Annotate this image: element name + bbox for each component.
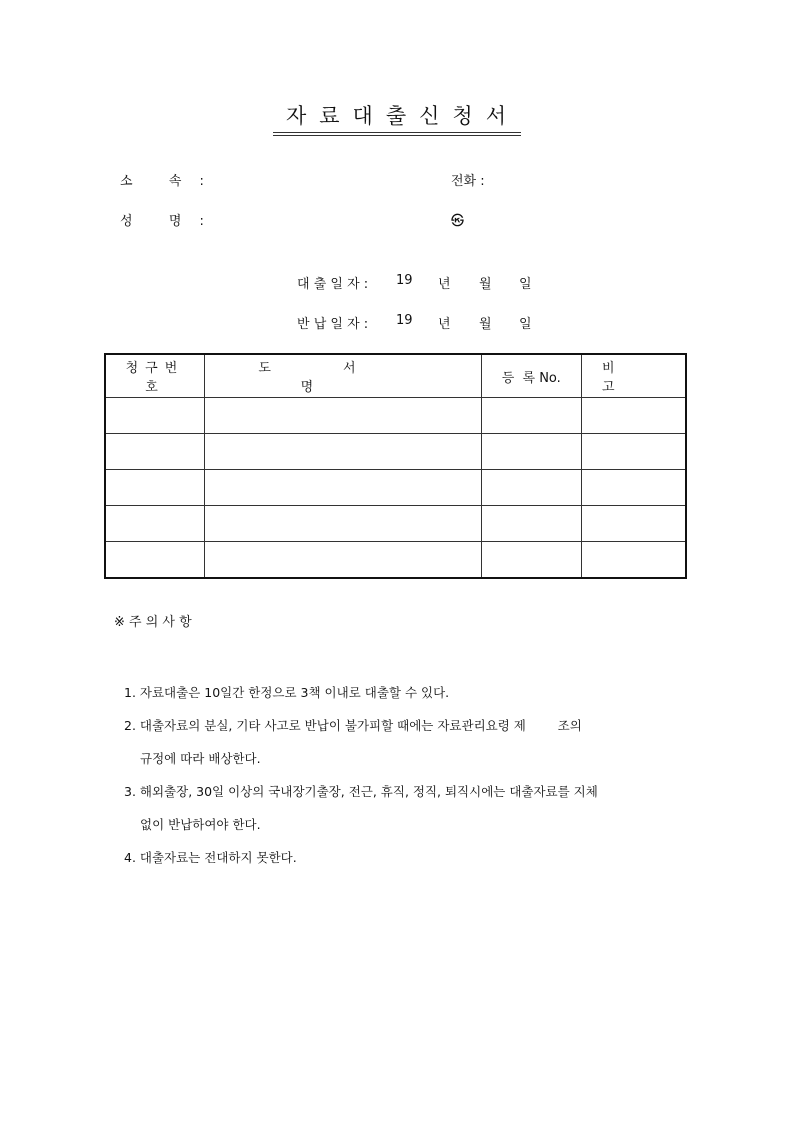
note-item: 2. 대출자료의 분실, 기타 사고로 반납이 불가피할 때에는 자료관리요령 제 조의 bbox=[124, 718, 582, 733]
notes-list bbox=[124, 676, 598, 874]
header-remarks: 비고 bbox=[581, 354, 686, 398]
table-row bbox=[105, 470, 686, 506]
cell-registration-no[interactable] bbox=[481, 434, 581, 470]
header-registration-no: 등 록 No. bbox=[481, 354, 581, 398]
table-row bbox=[105, 542, 686, 579]
return-day-unit: 일 bbox=[519, 317, 532, 332]
cell-registration-no[interactable] bbox=[481, 506, 581, 542]
seal-icon: ㉿ bbox=[451, 214, 465, 229]
loan-year-unit: 년 bbox=[438, 277, 451, 292]
cell-book-title[interactable] bbox=[204, 470, 481, 506]
table-row bbox=[105, 398, 686, 434]
cell-remarks[interactable] bbox=[581, 506, 686, 542]
cell-remarks[interactable] bbox=[581, 434, 686, 470]
cell-book-title[interactable] bbox=[204, 506, 481, 542]
return-year-prefix: 19 bbox=[396, 313, 413, 328]
cell-call-number[interactable] bbox=[105, 398, 204, 434]
header-book-title: 도서명 bbox=[204, 354, 481, 398]
cell-call-number[interactable] bbox=[105, 470, 204, 506]
cell-registration-no[interactable] bbox=[481, 542, 581, 579]
table-header-row bbox=[105, 354, 686, 398]
loan-year-prefix: 19 bbox=[396, 273, 413, 288]
cell-book-title[interactable] bbox=[204, 542, 481, 579]
note-item-continuation: 없이 반납하여야 한다. bbox=[140, 817, 261, 832]
page-title: 자료대출신청서 bbox=[0, 100, 794, 136]
cell-call-number[interactable] bbox=[105, 434, 204, 470]
cell-call-number[interactable] bbox=[105, 506, 204, 542]
note-item-continuation: 규정에 따라 배상한다. bbox=[140, 751, 261, 766]
table-row bbox=[105, 434, 686, 470]
cell-book-title[interactable] bbox=[204, 398, 481, 434]
return-date-label: 반 납 일 자 : bbox=[297, 317, 369, 332]
table-row bbox=[105, 506, 686, 542]
return-month-unit: 월 bbox=[479, 317, 492, 332]
cell-registration-no[interactable] bbox=[481, 398, 581, 434]
note-item: 3. 해외출장, 30일 이상의 국내장기출장, 전근, 휴직, 정직, 퇴직시에는 대출자료를 지체 bbox=[124, 784, 598, 799]
cell-call-number[interactable] bbox=[105, 542, 204, 579]
name-label: 성 명 : bbox=[120, 214, 204, 229]
phone-label: 전화 : bbox=[451, 174, 485, 189]
cell-book-title[interactable] bbox=[204, 434, 481, 470]
loan-date-label: 대 출 일 자 : bbox=[297, 277, 369, 292]
loan-month-unit: 월 bbox=[479, 277, 492, 292]
cell-remarks[interactable] bbox=[581, 398, 686, 434]
cell-remarks[interactable] bbox=[581, 470, 686, 506]
cell-registration-no[interactable] bbox=[481, 470, 581, 506]
header-call-number: 청구번호 bbox=[105, 354, 204, 398]
affiliation-label: 소 속 : bbox=[120, 174, 204, 189]
notes-heading: ※ 주 의 사 항 bbox=[114, 615, 192, 630]
loan-items-table bbox=[104, 353, 687, 579]
loan-day-unit: 일 bbox=[519, 277, 532, 292]
note-item: 4. 대출자료는 전대하지 못한다. bbox=[124, 850, 297, 865]
cell-remarks[interactable] bbox=[581, 542, 686, 579]
note-item: 1. 자료대출은 10일간 한정으로 3책 이내로 대출할 수 있다. bbox=[124, 685, 450, 700]
return-year-unit: 년 bbox=[438, 317, 451, 332]
